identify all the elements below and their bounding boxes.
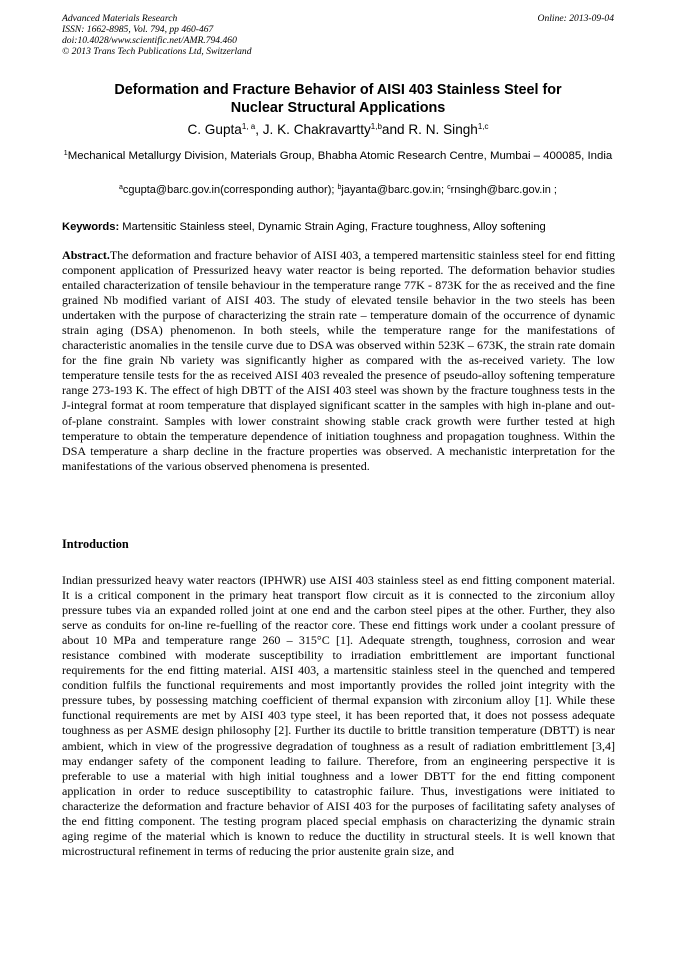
author-1-name: C. Gupta <box>187 122 242 137</box>
journal-name: Advanced Materials Research <box>62 13 178 24</box>
introduction-text: Indian pressurized heavy water reactors (IPHWR) use AISI 403 stainless steel as end fitting component material. It is a critical component in the primary heat transport flow circuit as it is connected to the zirconium alloy pressure tubes via an expanded rolled joint at one end and the carbon steel pipes at the other. Further, they also serve as conduits for on-line re-fuelling of the reactor core. These end fittings work under a coolant pressure of about 10 MPa and temperature range 260 – 315°C [1]. Adequate strength, toughness, corrosion and wear resistance combined with moderate susceptibility to irradiation embrittlement are important functional requirements for the end fitting material. AISI 403, a martensitic stainless steel in the quenched and tempered condition fulfils the functional requirements and most importantly provides the rolled joint integrity with the pressure tubes, by possessing matching coefficient of thermal expansion with zirconium alloy [1]. While these functional requirements are met by AISI 403 type steel, it has been reported that, it does not possess adequate toughness as per ASME design philosophy [2]. Further its ductile to brittle transition temperature (DBTT) is near ambient, which in view of the progressive degradation of toughness as a result of radiation embrittlement [3,4] may endanger safety of the component leading to failure. Therefore, from an engineering perspective it is preferable to use a material with high initial toughness and a lower DBTT for the end fitting component application in order to reduce susceptibility to catastrophic failure. Thus, investigations were initiated to characterize the deformation and fracture behavior of AISI 403 for the purposes of facilitating safety analyses of the end fitting component. The testing program placed special emphasis on characterizing the dynamic strain aging regime of the material which is known to reduce the ductility in structural steels. It is well known that microstructural refinement in terms of reducing the prior austenite grain size, and <box>62 573 615 858</box>
abstract-text: The deformation and fracture behavior of AISI 403, a tempered martensitic stainless steel for end fitting component application of Pressurized heavy water reactor is being reported. The deformation behavior studies entailed characterization of tensile behaviour in the temperature range 77K - 873K for the as received and the fine grained Nb modified variant of AISI 403. The study of elevated tensile behavior in the two steels has been undertaken with the purpose of characterizing the strain rate – temperature domain of the occurrence of dynamic strain aging (DSA) phenomenon. In both steels, while the temperature range for the manifestations of characteristic anomalies in the tensile curve due to DSA was observed within 523K – 673K, the strain rate domain for the fine grain Nb variety was significantly higher as compared with the as-received variety. The low temperature tensile tests for the as received AISI 403 revealed the presence of pseudo-alloy softening temperature range 273-193 K. The effect of high DBTT of the AISI 403 steel was shown by the fracture toughness tests in the J-integral format at room temperature that displayed significant scatter in the samples with high in-plane and out-of-plane constraint. Samples with lower constraint showing stable crack growth were further tested at high temperature to obtain the temperature dependence of initiation toughness and propagation toughness. Within the DSA temperature a sharp decline in the fracture properties was observed. A mechanistic interpretation for the manifestations of the various observed phenomena is presented. <box>62 248 615 473</box>
author-separator-1: , J. K. Chakravartty <box>255 122 371 137</box>
affiliation-mark: 1 <box>63 150 68 157</box>
author-separator-2: and R. N. Singh <box>381 122 478 137</box>
keywords-label: Keywords: <box>62 221 120 233</box>
email-c: rnsingh@barc.gov.in ; <box>450 184 557 196</box>
journal-header <box>62 13 614 57</box>
email-b: jayanta@barc.gov.in; <box>341 184 448 196</box>
affiliation <box>62 149 614 164</box>
email-a: cgupta@barc.gov.in(corresponding author); <box>122 184 338 196</box>
paper-title-line-2: Nuclear Structural Applications <box>230 100 446 116</box>
email-c-mark: c <box>447 184 451 191</box>
author-1-affil-mark: 1, a <box>241 122 256 131</box>
email-b-mark: b <box>337 184 342 191</box>
doi-line: doi:10.4028/www.scientific.net/AMR.794.460 <box>62 35 237 46</box>
abstract <box>62 248 615 474</box>
email-a-mark: a <box>118 184 123 191</box>
keywords-text: Martensitic Stainless steel, Dynamic Strain Aging, Fracture toughness, Alloy softening <box>119 221 546 233</box>
keywords <box>62 220 622 234</box>
issn-line: ISSN: 1662-8985, Vol. 794, pp 460-467 <box>62 24 214 35</box>
paper-title <box>62 81 614 117</box>
author-emails <box>62 183 614 197</box>
online-date: Online: 2013-09-04 <box>537 13 614 24</box>
author-list <box>62 121 614 139</box>
introduction-heading: Introduction <box>62 537 129 551</box>
copyright-line: © 2013 Trans Tech Publications Ltd, Switzerland <box>62 46 252 57</box>
affiliation-text: Mechanical Metallurgy Division, Materials Group, Bhabha Atomic Research Centre, Mumbai – 400085, India <box>67 150 613 162</box>
author-2-affil-mark: 1,b <box>370 122 382 131</box>
abstract-label: Abstract. <box>62 248 110 262</box>
paper-title-line-1: Deformation and Fracture Behavior of AISI 403 Stainless Steel for <box>114 82 562 98</box>
author-3-affil-mark: 1,c <box>477 122 489 131</box>
